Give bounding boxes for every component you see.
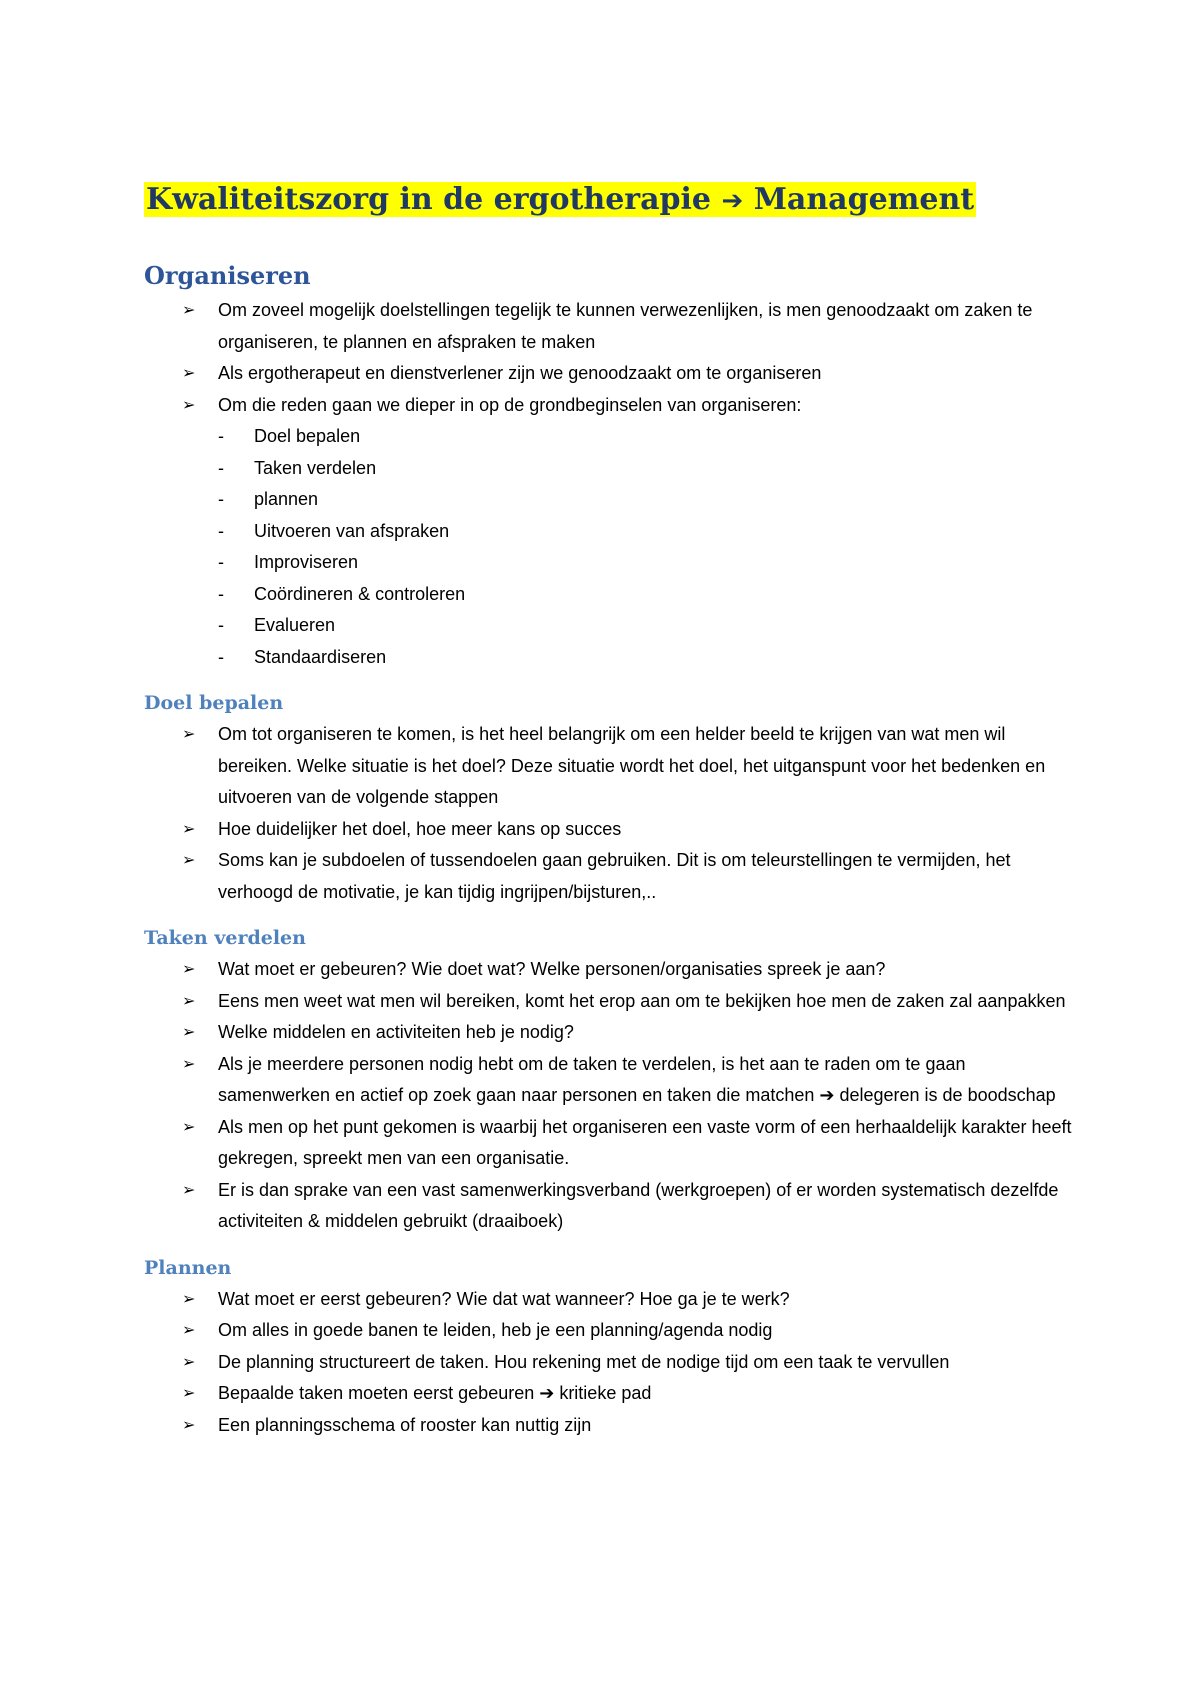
arrow-bullet-icon: ➢ bbox=[182, 396, 196, 414]
arrow-bullet-icon: ➢ bbox=[182, 726, 196, 743]
list-item: ➢ Soms kan je subdoelen of tussendoelen gaan gebruiken. Dit is om teleurstellingen te vermijden, het verhoogd de motivatie, je kan tijdig ingrijpen/bijsturen,.. bbox=[218, 845, 1074, 908]
dash-bullet: - bbox=[218, 583, 224, 604]
sublist-item: - Uitvoeren van afspraken bbox=[254, 516, 1074, 548]
arrow-bullet-icon: ➢ bbox=[182, 820, 196, 838]
arrow-bullet-icon: ➢ bbox=[182, 1353, 196, 1371]
arrow-bullet-icon: ➢ bbox=[182, 1024, 196, 1041]
list-item: ➢ Wat moet er gebeuren? Wie doet wat? Welke personen/organisaties spreek je aan? bbox=[218, 954, 1074, 986]
list-item: ➢ Om die reden gaan we dieper in op de grondbeginselen van organiseren: bbox=[218, 390, 1074, 422]
arrow-bullet-icon: ➢ bbox=[182, 1118, 196, 1136]
sublist-item: - Improviseren bbox=[254, 547, 1074, 579]
dash-bullet: - bbox=[218, 520, 224, 541]
list-item: ➢ Er is dan sprake van een vast samenwerkingsverband (werkgroepen) of er worden systematisch dezelfde activiteiten & middelen gebruikt (draaiboek) bbox=[218, 1175, 1074, 1238]
list-item: ➢ Bepaalde taken moeten eerst gebeuren ➔ kritieke pad bbox=[218, 1378, 1074, 1410]
list-plannen bbox=[144, 1284, 1074, 1442]
sublist-item: - plannen bbox=[254, 484, 1074, 516]
list-item: ➢ Om zoveel mogelijk doelstellingen tegelijk te kunnen verwezenlijken, is men genoodzaakt om zaken te organiseren, te plannen en afspraken te maken bbox=[218, 295, 1074, 358]
sublist-item: - Doel bepalen bbox=[254, 421, 1074, 453]
list-item: ➢ Als ergotherapeut en dienstverlener zijn we genoodzaakt om te organiseren bbox=[218, 358, 1074, 390]
heading-doel-bepalen: Doel bepalen bbox=[144, 692, 284, 714]
list-item: ➢ Om alles in goede banen te leiden, heb je een planning/agenda nodig bbox=[218, 1315, 1074, 1347]
list-item: ➢ Om tot organiseren te komen, is het heel belangrijk om een helder beeld te krijgen van wat men wil bereiken. Welke situatie is het doel? Deze situatie wordt het doel, het uitganspunt voor het bedenken en uitvoeren van de volgende stappen bbox=[218, 719, 1074, 814]
arrow-bullet-icon: ➢ bbox=[182, 1290, 196, 1308]
arrow-right-icon: ➔ bbox=[721, 186, 744, 216]
dash-bullet: - bbox=[218, 646, 224, 667]
arrow-bullet-icon: ➢ bbox=[182, 1385, 196, 1402]
arrow-bullet-icon: ➢ bbox=[182, 992, 196, 1010]
heading-plannen: Plannen bbox=[144, 1256, 232, 1279]
arrow-bullet-icon: ➢ bbox=[182, 1055, 196, 1073]
dash-bullet: - bbox=[218, 426, 224, 446]
sublist-grondbeginselen bbox=[144, 421, 1074, 673]
list-item: ➢ Als men op het punt gekomen is waarbij het organiseren een vaste vorm of een herhaaldelijk karakter heeft gekregen, spreekt men van een organisatie. bbox=[218, 1112, 1074, 1175]
list-item: ➢ Als je meerdere personen nodig hebt om de taken te verdelen, is het aan te raden om te gaan samenwerken en actief op zoek gaan naar personen en taken die matchen ➔ delegeren is de boodschap bbox=[218, 1049, 1074, 1112]
page-title bbox=[144, 180, 1074, 221]
list-item: ➢ Eens men weet wat men wil bereiken, komt het erop aan om te bekijken hoe men de zaken zal aanpakken bbox=[218, 986, 1074, 1018]
title-part-1: Kwaliteitszorg in de ergotherapie bbox=[146, 182, 711, 217]
list-taken-verdelen bbox=[144, 954, 1074, 1238]
heading-organiseren: Organiseren bbox=[144, 261, 311, 290]
list-item: ➢ Wat moet er eerst gebeuren? Wie dat wat wanneer? Hoe ga je te werk? bbox=[218, 1284, 1074, 1316]
arrow-bullet-icon: ➢ bbox=[182, 852, 196, 869]
arrow-bullet-icon: ➢ bbox=[182, 1322, 196, 1339]
arrow-bullet-icon: ➢ bbox=[182, 1181, 196, 1199]
dash-bullet: - bbox=[218, 457, 224, 478]
title-part-2: Management bbox=[753, 182, 975, 217]
dash-bullet: - bbox=[218, 489, 224, 509]
heading-taken-verdelen: Taken verdelen bbox=[144, 927, 306, 949]
list-item: ➢ Welke middelen en activiteiten heb je nodig? bbox=[218, 1017, 1074, 1049]
list-item: ➢ Een planningsschema of rooster kan nuttig zijn bbox=[218, 1410, 1074, 1442]
list-item: ➢ Hoe duidelijker het doel, hoe meer kans op succes bbox=[218, 814, 1074, 846]
list-organiseren bbox=[144, 295, 1074, 421]
arrow-bullet-icon: ➢ bbox=[182, 1416, 196, 1434]
list-item: ➢ De planning structureert de taken. Hou rekening met de nodige tijd om een taak te vervullen bbox=[218, 1347, 1074, 1379]
sublist-item: - Coördineren & controleren bbox=[254, 579, 1074, 611]
document-content bbox=[144, 180, 1074, 1441]
arrow-bullet-icon: ➢ bbox=[182, 961, 196, 978]
dash-bullet: - bbox=[218, 615, 224, 635]
sublist-item: - Standaardiseren bbox=[254, 642, 1074, 674]
sublist-item: - Taken verdelen bbox=[254, 453, 1074, 485]
sublist-item: - Evalueren bbox=[254, 610, 1074, 642]
list-doel-bepalen bbox=[144, 719, 1074, 908]
arrow-bullet-icon: ➢ bbox=[182, 365, 196, 382]
title-highlight bbox=[144, 182, 976, 217]
arrow-bullet-icon: ➢ bbox=[182, 302, 196, 319]
dash-bullet: - bbox=[218, 552, 224, 572]
